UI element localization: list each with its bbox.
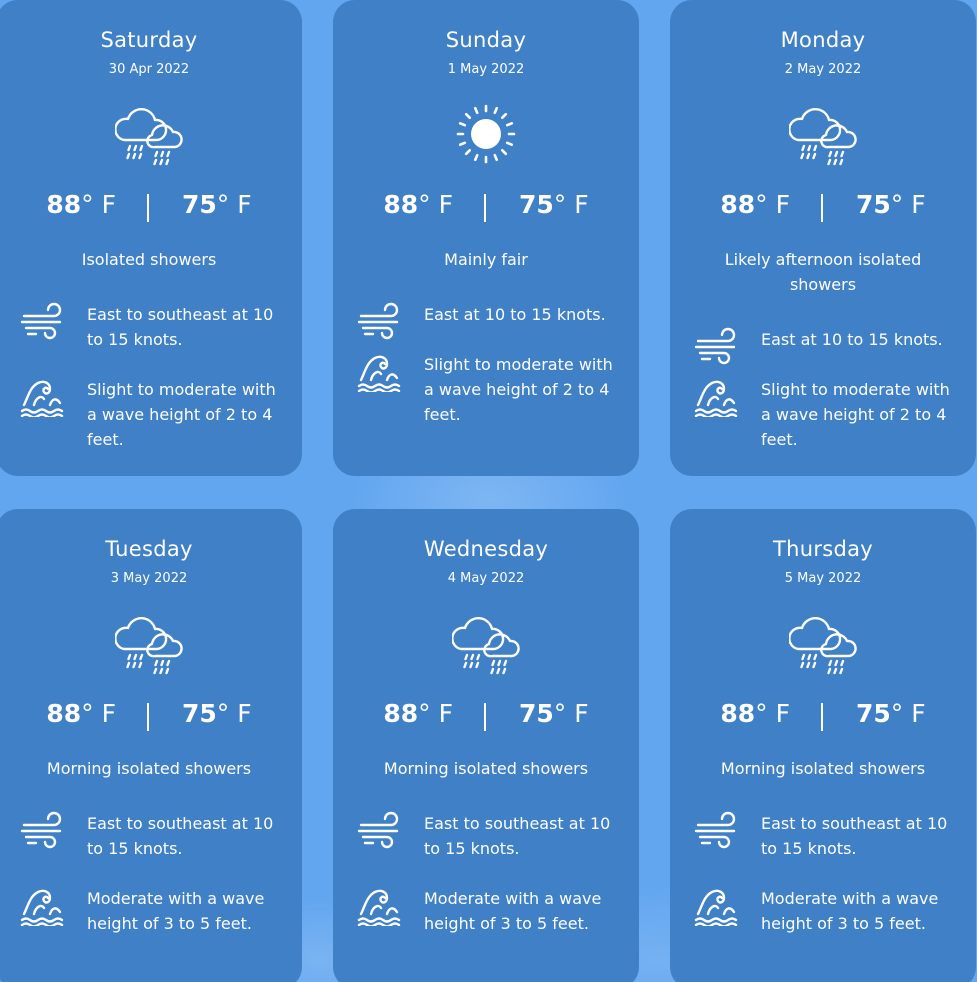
rain-cloud-icon [115, 611, 183, 675]
low-temperature: 75° F [182, 699, 252, 728]
wind-text: East to southeast at 10 to 15 knots. [87, 814, 274, 858]
wave-icon [694, 377, 740, 417]
forecast-card-saturday [0, 0, 302, 476]
day-name: Tuesday [105, 537, 193, 561]
temperature-divider [147, 703, 149, 731]
wave-text: Slight to moderate with a wave height of 2 to 4 feet. [761, 380, 950, 449]
low-temperature: 75° F [856, 190, 926, 219]
rain-cloud-icon [789, 102, 857, 166]
day-date: 4 May 2022 [447, 571, 525, 586]
day-date: 2 May 2022 [784, 62, 862, 77]
low-temperature: 75° F [856, 699, 926, 728]
high-temperature: 88° F [383, 699, 453, 728]
wave-icon [357, 352, 403, 392]
condition-text: Morning isolated showers [383, 759, 589, 778]
forecast-card-tuesday [0, 509, 302, 982]
rain-cloud-icon [789, 611, 857, 675]
wave-text: Moderate with a wave height of 3 to 5 feet. [761, 889, 939, 933]
sun-icon [452, 102, 520, 166]
rain-cloud-icon [452, 611, 520, 675]
day-name: Saturday [100, 28, 198, 52]
wind-text: East to southeast at 10 to 15 knots. [87, 305, 274, 349]
forecast-card-wednesday [333, 509, 639, 982]
temperature-range [0, 699, 302, 735]
low-temperature: 75° F [519, 190, 589, 219]
wind-text: East to southeast at 10 to 15 knots. [424, 814, 611, 858]
wave-text: Slight to moderate with a wave height of 2 to 4 feet. [424, 355, 613, 424]
temperature-range [0, 190, 302, 226]
low-temperature: 75° F [182, 190, 252, 219]
condition-text: Isolated showers [81, 250, 217, 269]
day-name: Monday [780, 28, 866, 52]
wind-icon [20, 811, 66, 851]
wave-icon [357, 886, 403, 926]
day-name: Thursday [772, 537, 874, 561]
wave-text: Moderate with a wave height of 3 to 5 feet. [87, 889, 265, 933]
temperature-range [670, 190, 976, 226]
wave-icon [20, 886, 66, 926]
high-temperature: 88° F [46, 699, 116, 728]
low-temperature: 75° F [519, 699, 589, 728]
high-temperature: 88° F [720, 699, 790, 728]
day-date: 30 Apr 2022 [108, 62, 190, 77]
temperature-range [333, 190, 639, 226]
wind-text: East at 10 to 15 knots. [761, 330, 943, 349]
wave-icon [694, 886, 740, 926]
wind-icon [357, 811, 403, 851]
temperature-divider [147, 194, 149, 222]
high-temperature: 88° F [46, 190, 116, 219]
forecast-card-monday [670, 0, 976, 476]
wind-icon [20, 302, 66, 342]
high-temperature: 88° F [383, 190, 453, 219]
forecast-card-sunday [333, 0, 639, 476]
temperature-divider [821, 194, 823, 222]
temperature-divider [484, 703, 486, 731]
wind-icon [694, 327, 740, 367]
day-date: 3 May 2022 [110, 571, 188, 586]
condition-text: Likely afternoon isolated showers [724, 250, 922, 294]
temperature-divider [821, 703, 823, 731]
wind-icon [694, 811, 740, 851]
wind-text: East to southeast at 10 to 15 knots. [761, 814, 948, 858]
forecast-card-thursday [670, 509, 976, 982]
high-temperature: 88° F [720, 190, 790, 219]
condition-text: Morning isolated showers [720, 759, 926, 778]
day-name: Sunday [445, 28, 527, 52]
condition-text: Mainly fair [444, 250, 528, 269]
wave-icon [20, 377, 66, 417]
condition-text: Morning isolated showers [46, 759, 252, 778]
day-name: Wednesday [423, 537, 549, 561]
wave-text: Moderate with a wave height of 3 to 5 feet. [424, 889, 602, 933]
wind-text: East at 10 to 15 knots. [424, 305, 606, 324]
temperature-range [670, 699, 976, 735]
day-date: 5 May 2022 [784, 571, 862, 586]
rain-cloud-icon [115, 102, 183, 166]
day-date: 1 May 2022 [447, 62, 525, 77]
wind-icon [357, 302, 403, 342]
temperature-divider [484, 194, 486, 222]
temperature-range [333, 699, 639, 735]
wave-text: Slight to moderate with a wave height of 2 to 4 feet. [87, 380, 276, 449]
